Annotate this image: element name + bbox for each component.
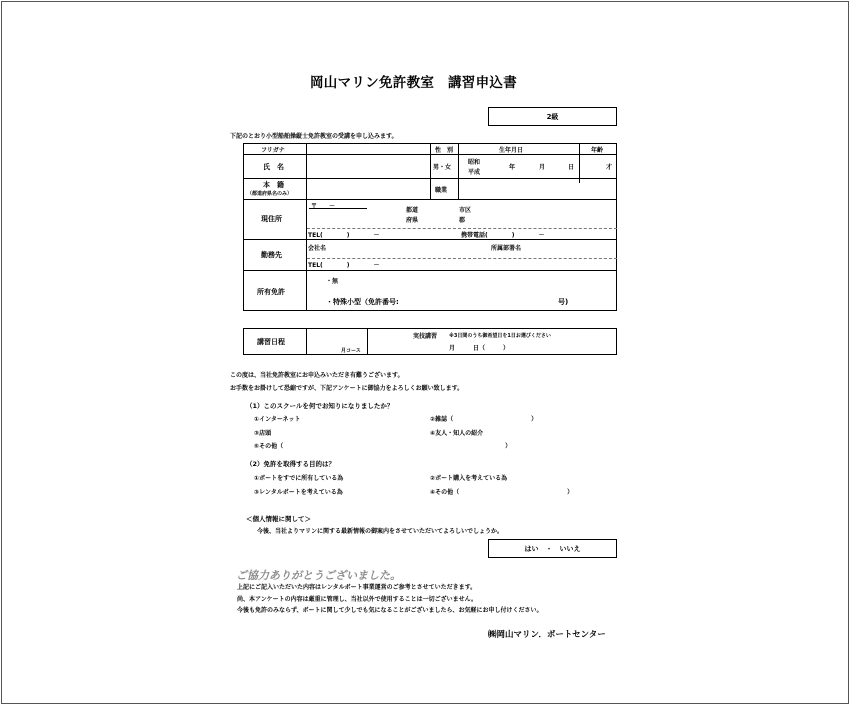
practical-note: ※3日間のうち御希望日を1日お選びください [449, 333, 551, 339]
address-label: 現住所 [261, 215, 282, 223]
q2-option-2: ②ボート購入を考えている為 [430, 475, 508, 482]
shiku-label: 市区 [459, 207, 472, 214]
age-unit: 才 [606, 164, 613, 171]
q1-option-5: ⑤その他（ ） [254, 443, 512, 450]
year-unit: 年 [509, 164, 516, 171]
closing-line-3: 今後も免許のみならず、ボートに関して少しでも気になることがございましたら、お気軽にお申し付けください。 [237, 607, 543, 614]
home-tel: TEL( ) － [308, 232, 380, 239]
license-none: ・無 [326, 278, 339, 285]
name-label: 氏 名 [263, 163, 284, 171]
work-tel: TEL( ) － [308, 262, 380, 269]
practical-label: 実技講習 [413, 333, 438, 340]
q2-option-4: ④その他（ ） [430, 489, 574, 496]
honseki-note: （都道府県名のみ） [247, 191, 293, 197]
month-unit: 月 [539, 164, 546, 171]
company-name: ㈱岡山マリン．ボートセンター [488, 630, 606, 640]
closing-line-2: 尚、本アンケートの内容は厳重に管理し、当社以外で使用することは一切ございません。 [237, 596, 478, 603]
grade-value: 2級 [546, 112, 559, 121]
privacy-answer: はい ・ いいえ [524, 544, 581, 553]
job-label: 職業 [435, 187, 448, 194]
q1-option-3: ③店頭 [254, 430, 272, 437]
gender-value: 男・女 [433, 164, 452, 171]
license-special: ・特殊小型（免許番号: [326, 298, 399, 306]
q2-title: （2）免許を取得する目的は？ [246, 460, 336, 468]
license-label: 所有免許 [257, 288, 285, 296]
gun-label: 郡 [459, 217, 466, 224]
work-label: 勤務先 [261, 251, 282, 259]
license-no-end: 号) [558, 298, 569, 306]
q2-option-1: ①ボートをすでに所有している為 [254, 475, 344, 482]
birth-label: 生年月日 [499, 147, 524, 154]
q1-title: （1）このスクールを何でお知りになりましたか？ [246, 402, 394, 410]
intro-text: 下記のとおり小型船舶操縦士免許教室の受講を申し込みます。 [230, 133, 398, 140]
q2-option-3: ③レンタルボートを考えている為 [254, 489, 343, 496]
privacy-answer-box [488, 539, 617, 558]
thanks-line-2: お手数をお掛けして恐縮ですが、下記アンケートに御協力をよろしくお願い致します。 [230, 385, 464, 392]
applicant-form-table [243, 143, 617, 311]
closing-line-1: 上記にご記入いただいた内容はレンタルボート事業運営のご参考とさせていただきます。 [237, 584, 477, 591]
gender-label: 性 別 [435, 147, 454, 154]
closing-headline: ご協力ありがとうございました。 [236, 569, 401, 582]
day-unit: 日 [568, 164, 575, 171]
q1-option-2: ②雑誌（ ） [430, 416, 538, 423]
grade-box [488, 107, 617, 126]
schedule-table [243, 328, 617, 355]
schedule-label: 講習日程 [257, 338, 285, 346]
age-label: 年齢 [591, 147, 604, 154]
course-label: 月コース [341, 348, 361, 354]
honseki-label: 本 籍 [263, 181, 284, 189]
practical-date: 月 日（ ） [449, 345, 510, 352]
mobile-tel: 携帯電話( ) － [461, 232, 545, 239]
furigana-label: フリガナ [261, 147, 285, 154]
privacy-text: 今後、当社よりマリンに関する最新情報の御案内をさせていただいてよろしいでしょうか。 [257, 528, 504, 535]
privacy-title: ＜個人情報に関して＞ [246, 515, 311, 523]
dept-label: 所属部署名 [491, 245, 522, 252]
thanks-line-1: この度は、当社免許教室にお申込みいただき有難うございます。 [230, 372, 404, 379]
postal-mark: 〒 － [311, 203, 336, 210]
form-title: 岡山マリン免許教室 講習申込書 [310, 75, 517, 91]
q1-option-4: ④友人・知人の紹介 [430, 430, 484, 437]
todo-label: 都道 [406, 207, 419, 214]
company-label: 会社名 [308, 245, 327, 252]
fuken-label: 府県 [406, 217, 419, 224]
q1-option-1: ①インターネット [254, 416, 301, 423]
era-showa: 昭和 [468, 159, 481, 166]
era-heisei: 平成 [468, 169, 481, 176]
